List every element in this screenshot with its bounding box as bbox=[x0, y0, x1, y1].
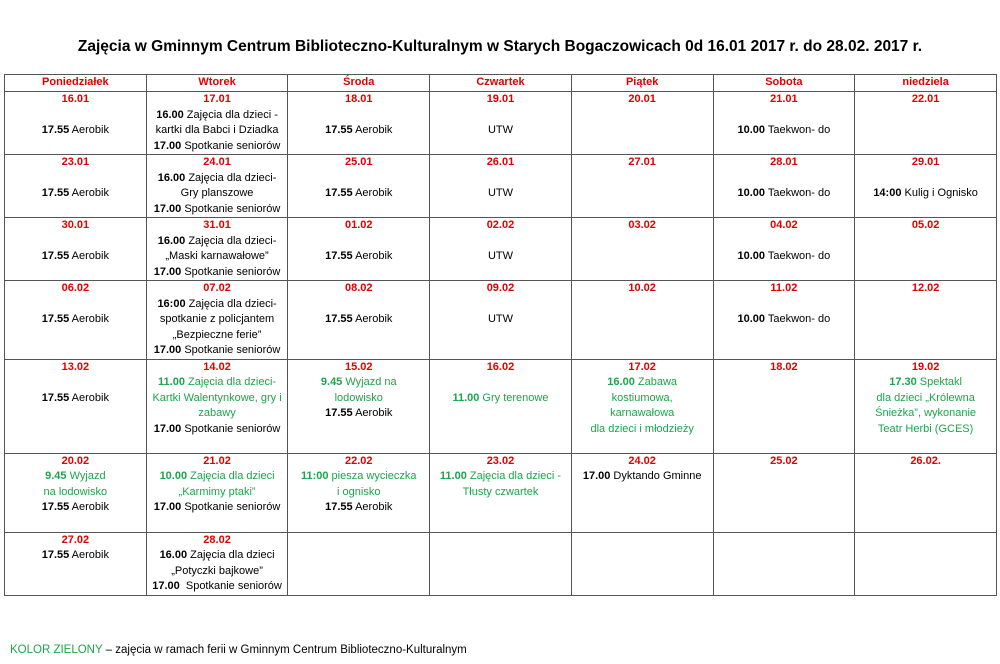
event-line bbox=[9, 469, 142, 485]
date-label: 26.02. bbox=[910, 454, 941, 467]
date-label: 16.01 bbox=[61, 93, 90, 105]
day-cell-monday bbox=[5, 281, 147, 360]
date-label: 03.02 bbox=[628, 219, 656, 231]
day-cell-thursday bbox=[430, 155, 572, 218]
date-label: 25.01 bbox=[344, 156, 373, 168]
day-cell-wednesday bbox=[288, 532, 430, 595]
event-text: kostiumowa, bbox=[611, 391, 673, 404]
event-time: 17.30 bbox=[889, 376, 917, 388]
event-text: Zajęcia dla dzieci - bbox=[466, 470, 561, 482]
event-line bbox=[859, 171, 992, 187]
event-line bbox=[718, 312, 851, 328]
date-label: 15.02 bbox=[344, 360, 373, 373]
event-line bbox=[9, 108, 142, 124]
event-time: 17.00 bbox=[153, 139, 182, 152]
event-text: Taekwon- do bbox=[765, 187, 831, 199]
legend-footer bbox=[10, 644, 467, 656]
event-time: 11.00 bbox=[158, 376, 185, 388]
event-line bbox=[718, 123, 851, 139]
event-line bbox=[859, 391, 992, 407]
event-line bbox=[151, 469, 284, 485]
date-label: 30.01 bbox=[61, 219, 90, 231]
header-thursday: Czwartek bbox=[430, 75, 572, 92]
event-time: 17.00 bbox=[152, 580, 180, 592]
header-friday: Piątek bbox=[571, 75, 713, 92]
date-label: 26.01 bbox=[486, 156, 515, 168]
date-label: 24.02 bbox=[628, 454, 656, 467]
event-time: 16.00 bbox=[157, 234, 186, 247]
event-line bbox=[576, 406, 709, 422]
event-text: Kulig i Ognisko bbox=[901, 187, 978, 199]
event-text: dla dzieci „Królewna bbox=[876, 391, 975, 404]
event-time: 17.00 bbox=[582, 470, 611, 482]
event-text: karnawałowa bbox=[610, 407, 675, 419]
event-time: 17.55 bbox=[41, 313, 70, 325]
event-text: „Bezpieczne ferie” bbox=[172, 328, 262, 341]
day-cell-monday bbox=[5, 359, 147, 453]
event-text: Aerobik bbox=[69, 391, 109, 404]
header-tuesday: Wtorek bbox=[146, 75, 288, 92]
event-line bbox=[292, 123, 425, 139]
date-label: 09.02 bbox=[486, 282, 515, 294]
date-label: 27.01 bbox=[628, 156, 656, 168]
date-label: 13.02 bbox=[61, 360, 90, 373]
event-line bbox=[292, 485, 425, 501]
week-row bbox=[5, 453, 997, 532]
event-line bbox=[151, 123, 284, 139]
event-text: Gry terenowe bbox=[479, 391, 549, 404]
day-cell-saturday bbox=[713, 92, 855, 155]
event-time: 16:00 bbox=[157, 297, 186, 310]
date-label: 02.02 bbox=[486, 219, 515, 231]
event-line bbox=[9, 171, 142, 187]
date-label: 14.02 bbox=[203, 360, 231, 373]
event-text: Zajęcia dla dzieci bbox=[187, 549, 275, 561]
event-text: Aerobik bbox=[352, 250, 393, 262]
day-cell-saturday bbox=[713, 453, 855, 532]
event-line bbox=[151, 422, 284, 438]
event-line bbox=[9, 123, 142, 139]
day-cell-wednesday bbox=[288, 92, 430, 155]
event-text: Spotkanie seniorów bbox=[181, 501, 281, 513]
event-text: Kartki Walentynkowe, gry i bbox=[152, 391, 282, 404]
event-text: Spotkanie seniorów bbox=[181, 202, 281, 215]
event-text: Aerobik bbox=[352, 313, 393, 325]
date-label: 04.02 bbox=[770, 219, 798, 231]
event-text: Spotkanie seniorów bbox=[181, 139, 281, 152]
event-line bbox=[151, 265, 284, 281]
event-line bbox=[292, 375, 425, 391]
event-line bbox=[576, 469, 709, 485]
event-time: 17.55 bbox=[41, 250, 70, 262]
event-text: Aerobik bbox=[352, 187, 393, 199]
event-line bbox=[859, 406, 992, 422]
event-line bbox=[9, 297, 142, 313]
event-text: Zajęcia dla dzieci - bbox=[183, 108, 278, 121]
day-cell-wednesday bbox=[288, 453, 430, 532]
day-cell-tuesday bbox=[146, 218, 288, 281]
event-text: UTW bbox=[487, 124, 513, 136]
event-line bbox=[9, 485, 142, 501]
event-line bbox=[151, 297, 284, 313]
event-text: Aerobik bbox=[352, 124, 393, 136]
event-text: UTW bbox=[487, 187, 513, 199]
event-time: 17.55 bbox=[325, 501, 353, 513]
day-cell-sunday bbox=[855, 155, 997, 218]
date-label: 24.01 bbox=[203, 156, 231, 168]
schedule-table bbox=[4, 74, 997, 596]
event-text: Tłusty czwartek bbox=[462, 485, 539, 498]
event-text: Zajęcia dla dzieci- bbox=[185, 297, 277, 310]
date-label: 17.02 bbox=[628, 360, 656, 373]
event-line bbox=[292, 108, 425, 124]
event-line bbox=[151, 139, 284, 155]
event-line bbox=[434, 108, 567, 124]
date-label: 19.01 bbox=[486, 93, 515, 105]
event-time: 10.00 bbox=[737, 313, 766, 325]
day-cell-tuesday bbox=[146, 155, 288, 218]
day-cell-sunday bbox=[855, 453, 997, 532]
event-line bbox=[151, 108, 284, 124]
event-line bbox=[434, 485, 567, 501]
event-text: na lodowisko bbox=[43, 485, 108, 498]
event-text: Spotkanie seniorów bbox=[181, 422, 281, 435]
event-text: „Maski karnawałowe” bbox=[165, 250, 269, 262]
event-text: Spotkanie seniorów bbox=[181, 265, 281, 278]
date-label: 16.02 bbox=[486, 360, 515, 373]
event-line bbox=[9, 312, 142, 328]
event-line bbox=[292, 249, 425, 265]
date-label: 17.01 bbox=[203, 93, 231, 105]
legend-green-label: KOLOR ZIELONY bbox=[10, 644, 103, 656]
event-time: 10.00 bbox=[737, 124, 766, 136]
date-label: 06.02 bbox=[61, 282, 90, 294]
date-label: 21.02 bbox=[203, 454, 231, 467]
day-cell-friday bbox=[571, 155, 713, 218]
event-text: Aerobik bbox=[69, 501, 109, 513]
event-line bbox=[151, 312, 284, 328]
event-time: 17.55 bbox=[41, 549, 70, 561]
event-line bbox=[151, 375, 284, 391]
date-label: 27.02 bbox=[61, 533, 90, 546]
page-title: Zajęcia w Gminnym Centrum Biblioteczno-Kulturalnym w Starych Bogaczowicach 0d 16.01 2017 r. do 28.02. 2017 r. bbox=[77, 38, 923, 55]
event-time: 11.00 bbox=[439, 470, 467, 482]
day-cell-tuesday bbox=[146, 359, 288, 453]
event-line bbox=[718, 171, 851, 187]
event-line bbox=[151, 500, 284, 516]
date-label: 22.01 bbox=[911, 93, 940, 105]
week-row bbox=[5, 155, 997, 218]
event-line bbox=[151, 249, 284, 265]
date-label: 31.01 bbox=[203, 219, 231, 231]
day-cell-wednesday bbox=[288, 155, 430, 218]
event-line bbox=[718, 108, 851, 124]
event-time: 14:00 bbox=[873, 187, 902, 199]
event-line bbox=[292, 312, 425, 328]
day-cell-thursday bbox=[430, 532, 572, 595]
event-line bbox=[434, 171, 567, 187]
date-label: 12.02 bbox=[911, 282, 940, 294]
event-text: spotkanie z policjantem bbox=[159, 313, 275, 325]
day-cell-monday bbox=[5, 155, 147, 218]
event-time: 17.55 bbox=[325, 124, 353, 136]
day-cell-saturday bbox=[713, 155, 855, 218]
event-time: 10.00 bbox=[737, 250, 766, 262]
event-time: 9.45 bbox=[320, 376, 343, 388]
date-label: 11.02 bbox=[770, 282, 798, 294]
date-label: 25.02 bbox=[770, 454, 798, 467]
week-row bbox=[5, 92, 997, 155]
date-label: 18.02 bbox=[770, 360, 798, 373]
event-text: zabawy bbox=[198, 407, 236, 419]
event-text: Aerobik bbox=[69, 313, 109, 325]
header-wednesday: Środa bbox=[288, 75, 430, 92]
event-time: 17.55 bbox=[41, 501, 70, 513]
date-label: 01.02 bbox=[344, 219, 373, 231]
day-cell-saturday bbox=[713, 218, 855, 281]
event-line bbox=[151, 328, 284, 344]
event-time: 17.00 bbox=[153, 265, 182, 278]
event-text: Śnieżka”, wykonanie bbox=[875, 407, 977, 419]
date-label: 07.02 bbox=[203, 282, 231, 294]
event-text: Aerobik bbox=[69, 187, 109, 199]
header-monday: Poniedziałek bbox=[5, 75, 147, 92]
event-line bbox=[9, 391, 142, 407]
week-row bbox=[5, 281, 997, 360]
event-text: Zajęcia dla dzieci bbox=[187, 470, 275, 482]
date-label: 28.01 bbox=[770, 156, 798, 168]
event-text: Spektakl bbox=[916, 376, 962, 388]
event-time: 16.00 bbox=[156, 108, 184, 121]
date-label: 19.02 bbox=[911, 360, 940, 373]
day-cell-friday bbox=[571, 92, 713, 155]
date-label: 21.01 bbox=[770, 93, 798, 105]
event-line bbox=[151, 391, 284, 407]
schedule-body bbox=[5, 92, 997, 596]
event-time: 10.00 bbox=[737, 187, 766, 199]
event-line bbox=[859, 375, 992, 391]
event-text: Wyjazd na bbox=[342, 376, 397, 388]
day-cell-monday bbox=[5, 218, 147, 281]
event-line bbox=[576, 375, 709, 391]
date-label: 29.01 bbox=[911, 156, 940, 168]
event-time: 17.55 bbox=[325, 313, 353, 325]
day-cell-wednesday bbox=[288, 359, 430, 453]
week-row bbox=[5, 532, 997, 595]
date-label: 05.02 bbox=[911, 219, 940, 231]
event-text: Spotkanie seniorów bbox=[179, 580, 282, 592]
event-line bbox=[434, 469, 567, 485]
day-cell-monday bbox=[5, 453, 147, 532]
event-line bbox=[9, 186, 142, 202]
day-cell-friday bbox=[571, 453, 713, 532]
event-line bbox=[151, 579, 284, 595]
date-label: 10.02 bbox=[628, 282, 656, 294]
event-line bbox=[292, 234, 425, 250]
date-label: 22.02 bbox=[344, 454, 373, 467]
date-label: 28.02 bbox=[203, 533, 231, 546]
event-text: Aerobik bbox=[69, 549, 109, 561]
weekday-header-row bbox=[5, 75, 997, 92]
header-sunday: niedziela bbox=[855, 75, 997, 92]
event-line bbox=[434, 375, 567, 391]
event-text: UTW bbox=[487, 250, 513, 262]
day-cell-friday bbox=[571, 532, 713, 595]
event-time: 17.55 bbox=[41, 124, 70, 136]
event-text: Zajęcia dla dzieci- bbox=[185, 234, 277, 247]
event-time: 17.00 bbox=[153, 501, 182, 513]
event-time: 17.00 bbox=[153, 422, 182, 435]
event-time: 17.00 bbox=[153, 202, 182, 215]
event-line bbox=[434, 123, 567, 139]
event-time: 11.00 bbox=[452, 391, 480, 404]
day-cell-thursday bbox=[430, 281, 572, 360]
event-text: Taekwon- do bbox=[765, 124, 831, 136]
day-cell-wednesday bbox=[288, 218, 430, 281]
day-cell-tuesday bbox=[146, 532, 288, 595]
event-text: Dyktando Gminne bbox=[610, 470, 702, 482]
event-text: lodowisko bbox=[334, 391, 383, 404]
event-text: i ognisko bbox=[337, 485, 381, 498]
date-label: 18.01 bbox=[344, 93, 373, 105]
event-text: „Karmimy ptaki” bbox=[178, 485, 256, 498]
event-time: 16.00 bbox=[157, 171, 186, 184]
event-line bbox=[434, 297, 567, 313]
event-time: 17.55 bbox=[41, 391, 70, 404]
day-cell-wednesday bbox=[288, 281, 430, 360]
event-line bbox=[9, 234, 142, 250]
event-line bbox=[292, 171, 425, 187]
event-text: kartki dla Babci i Dziadka bbox=[155, 124, 279, 136]
event-line bbox=[151, 548, 284, 564]
event-line bbox=[718, 186, 851, 202]
event-line bbox=[434, 186, 567, 202]
day-cell-friday bbox=[571, 359, 713, 453]
week-row bbox=[5, 359, 997, 453]
event-time: 17.00 bbox=[153, 344, 182, 356]
event-line bbox=[434, 234, 567, 250]
event-text: Gry planszowe bbox=[180, 187, 254, 199]
event-text: Zajęcia dla dzieci- bbox=[184, 376, 277, 388]
day-cell-monday bbox=[5, 532, 147, 595]
day-cell-sunday bbox=[855, 532, 997, 595]
day-cell-friday bbox=[571, 281, 713, 360]
event-line bbox=[151, 202, 284, 218]
day-cell-thursday bbox=[430, 218, 572, 281]
event-line bbox=[718, 249, 851, 265]
event-text: Zajęcia dla dzieci- bbox=[185, 171, 277, 184]
event-line bbox=[292, 391, 425, 407]
event-line bbox=[434, 391, 567, 407]
event-time: 11:00 bbox=[300, 470, 329, 482]
event-text: Teatr Herbi (GCES) bbox=[877, 422, 974, 435]
event-line bbox=[151, 171, 284, 187]
day-cell-saturday bbox=[713, 359, 855, 453]
event-text: Wyjazd bbox=[66, 470, 106, 482]
event-text: dla dzieci i młodzieży bbox=[590, 422, 694, 435]
event-line bbox=[859, 186, 992, 202]
event-text: Aerobik bbox=[352, 407, 393, 419]
event-line bbox=[434, 312, 567, 328]
event-line bbox=[434, 249, 567, 265]
event-line bbox=[151, 564, 284, 580]
event-time: 16.00 bbox=[607, 376, 635, 388]
event-line bbox=[151, 485, 284, 501]
event-time: 10.00 bbox=[159, 470, 188, 482]
event-text: Aerobik bbox=[69, 124, 109, 136]
date-label: 23.02 bbox=[486, 454, 515, 467]
event-line bbox=[151, 186, 284, 202]
event-time: 17.55 bbox=[325, 250, 353, 262]
event-line bbox=[576, 422, 709, 438]
header-saturday: Sobota bbox=[713, 75, 855, 92]
event-text: UTW bbox=[487, 313, 513, 325]
day-cell-thursday bbox=[430, 359, 572, 453]
event-text: Aerobik bbox=[352, 501, 393, 513]
day-cell-tuesday bbox=[146, 92, 288, 155]
event-line bbox=[718, 234, 851, 250]
event-line bbox=[9, 249, 142, 265]
event-line bbox=[718, 297, 851, 313]
date-label: 20.02 bbox=[61, 454, 90, 467]
event-line bbox=[9, 500, 142, 516]
event-text: „Potyczki bajkowe” bbox=[171, 564, 263, 577]
day-cell-tuesday bbox=[146, 281, 288, 360]
event-line bbox=[292, 406, 425, 422]
event-time: 17.55 bbox=[325, 187, 353, 199]
event-text: Aerobik bbox=[69, 250, 109, 262]
event-line bbox=[292, 500, 425, 516]
date-label: 08.02 bbox=[344, 282, 373, 294]
day-cell-sunday bbox=[855, 359, 997, 453]
event-line bbox=[292, 297, 425, 313]
event-text: piesza wycieczka bbox=[328, 470, 417, 482]
day-cell-saturday bbox=[713, 532, 855, 595]
day-cell-thursday bbox=[430, 92, 572, 155]
event-text: Taekwon- do bbox=[765, 250, 831, 262]
legend-text: – zajęcia w ramach ferii w Gminnym Centrum Biblioteczno-Kulturalnym bbox=[102, 644, 467, 656]
day-cell-friday bbox=[571, 218, 713, 281]
event-line bbox=[292, 469, 425, 485]
event-time: 17.55 bbox=[41, 187, 70, 199]
event-line bbox=[859, 422, 992, 438]
week-row bbox=[5, 218, 997, 281]
event-line bbox=[292, 186, 425, 202]
date-label: 20.01 bbox=[628, 93, 656, 105]
event-time: 9.45 bbox=[45, 470, 67, 482]
event-line bbox=[151, 343, 284, 359]
event-line bbox=[151, 406, 284, 422]
day-cell-saturday bbox=[713, 281, 855, 360]
date-label: 23.01 bbox=[61, 156, 90, 168]
event-line bbox=[576, 391, 709, 407]
event-time: 17.55 bbox=[325, 407, 353, 419]
day-cell-sunday bbox=[855, 92, 997, 155]
event-line bbox=[9, 375, 142, 391]
day-cell-thursday bbox=[430, 453, 572, 532]
event-text: Taekwon- do bbox=[765, 313, 831, 325]
event-line bbox=[151, 234, 284, 250]
event-time: 16.00 bbox=[159, 549, 188, 561]
day-cell-sunday bbox=[855, 218, 997, 281]
day-cell-tuesday bbox=[146, 453, 288, 532]
event-text: Spotkanie seniorów bbox=[181, 344, 281, 356]
event-line bbox=[9, 548, 142, 564]
day-cell-monday bbox=[5, 92, 147, 155]
event-text: Zabawa bbox=[634, 376, 678, 388]
day-cell-sunday bbox=[855, 281, 997, 360]
